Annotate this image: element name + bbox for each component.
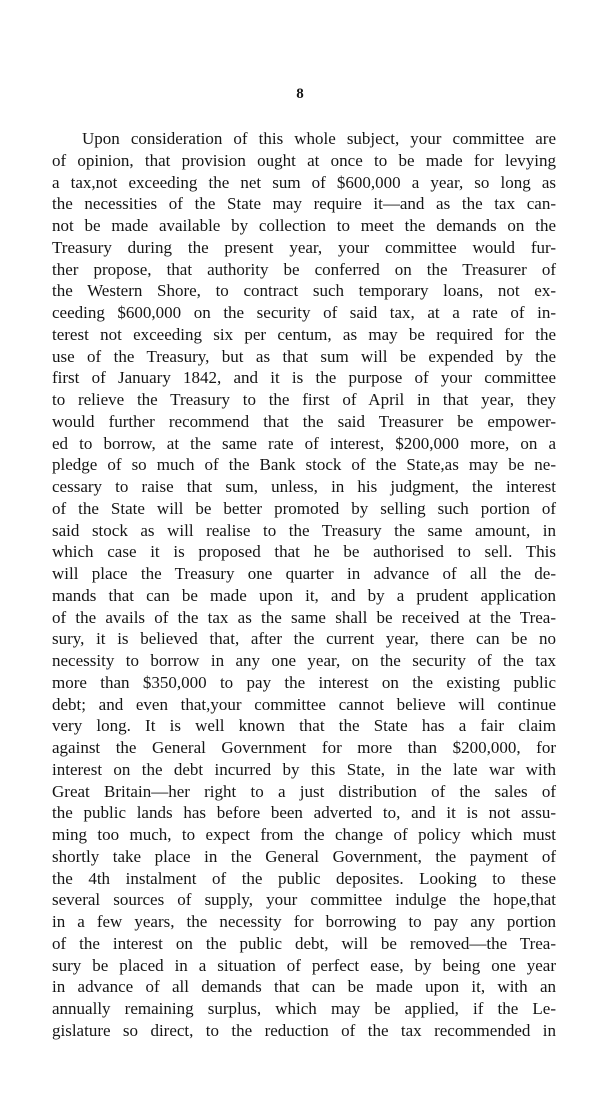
text-line: against the General Government for more than $200,000, for [52,738,556,757]
text-line: the 4th instalment of the public deposites. Looking to these [52,868,556,888]
text-line: sury, it is believed that, after the current year, there can be no [52,629,556,649]
text-line: a tax,not exceeding the net sum of $600,000 a year, so long as [52,172,556,192]
text-line: of the State will be better promoted by selling such portion of [52,498,556,518]
text-line: shortly take place in the General Government, the payment of [52,846,556,866]
text-line: will place the Treasury one quarter in advance of all the de- [52,564,556,583]
text-line: annually remaining surplus, which may be applied, if the Le- [52,999,556,1018]
text-line: in advance of all demands that can be made upon it, with an [52,977,556,997]
text-line: said stock as will realise to the Treasury the same amount, in [52,520,556,540]
text-line: of opinion, that provision ought at once to be made for levying [52,150,556,170]
text-line: of the interest on the public debt, will be removed—the Trea- [52,933,556,953]
text-line: the Western Shore, to contract such temporary loans, not ex- [52,281,556,301]
text-line: ming too much, to expect from the change of policy which must [52,825,556,844]
text-line: the necessities of the State may require it—and as the tax can- [52,194,556,214]
text-line: interest on the debt incurred by this State, in the late war with [52,759,556,779]
text-line: cessary to raise that sum, unless, in his judgment, the interest [52,477,556,496]
text-line: use of the Treasury, but as that sum will be expended by the [52,346,556,366]
text-line: several sources of supply, your committee indulge the hope,that [52,890,556,910]
text-line: Great Britain—her right to a just distribution of the sales of [52,781,556,801]
text-line: of the avails of the tax as the same shall be received at the Trea- [52,607,556,627]
text-line: ed to borrow, at the same rate of interest, $200,000 more, on a [52,433,556,453]
text-line: ceeding $600,000 on the security of said tax, at a rate of in- [52,303,556,322]
text-line: not be made available by collection to meet the demands on the [52,216,556,235]
text-line: ther propose, that authority be conferred on the Treasurer of [52,259,556,279]
text-line: very long. It is well known that the State has a fair claim [52,716,556,736]
text-line: Upon consideration of this whole subject, your committee are [82,129,556,148]
text-line: gislature so direct, to the reduction of the tax recommended in [52,1020,556,1040]
text-line: pledge of so much of the Bank stock of the State,as may be ne- [52,455,556,475]
text-line: necessity to borrow in any one year, on the security of the tax [52,651,556,670]
text-line: in a few years, the necessity for borrowing to pay any portion [52,912,556,931]
text-line: would further recommend that the said Treasurer be empower- [52,411,556,431]
text-line: more than $350,000 to pay the interest on the existing public [52,672,556,692]
text-line: the public lands has before been adverted to, and it is not assu- [52,803,556,823]
text-line: which case it is proposed that he be authorised to sell. This [52,542,556,562]
text-line: to relieve the Treasury to the first of April in that year, they [52,390,556,409]
text-line: Treasury during the present year, your committee would fur- [52,237,556,257]
body-paragraph [52,128,556,1042]
text-line: terest not exceeding six per centum, as may be required for the [52,324,556,344]
text-line: debt; and even that,your committee cannot believe will continue [52,694,556,714]
text-line: sury be placed in a situation of perfect ease, by being one year [52,955,556,975]
page-number: 8 [296,86,304,102]
text-line: first of January 1842, and it is the purpose of your committee [52,368,556,388]
text-line: mands that can be made upon it, and by a prudent application [52,585,556,605]
